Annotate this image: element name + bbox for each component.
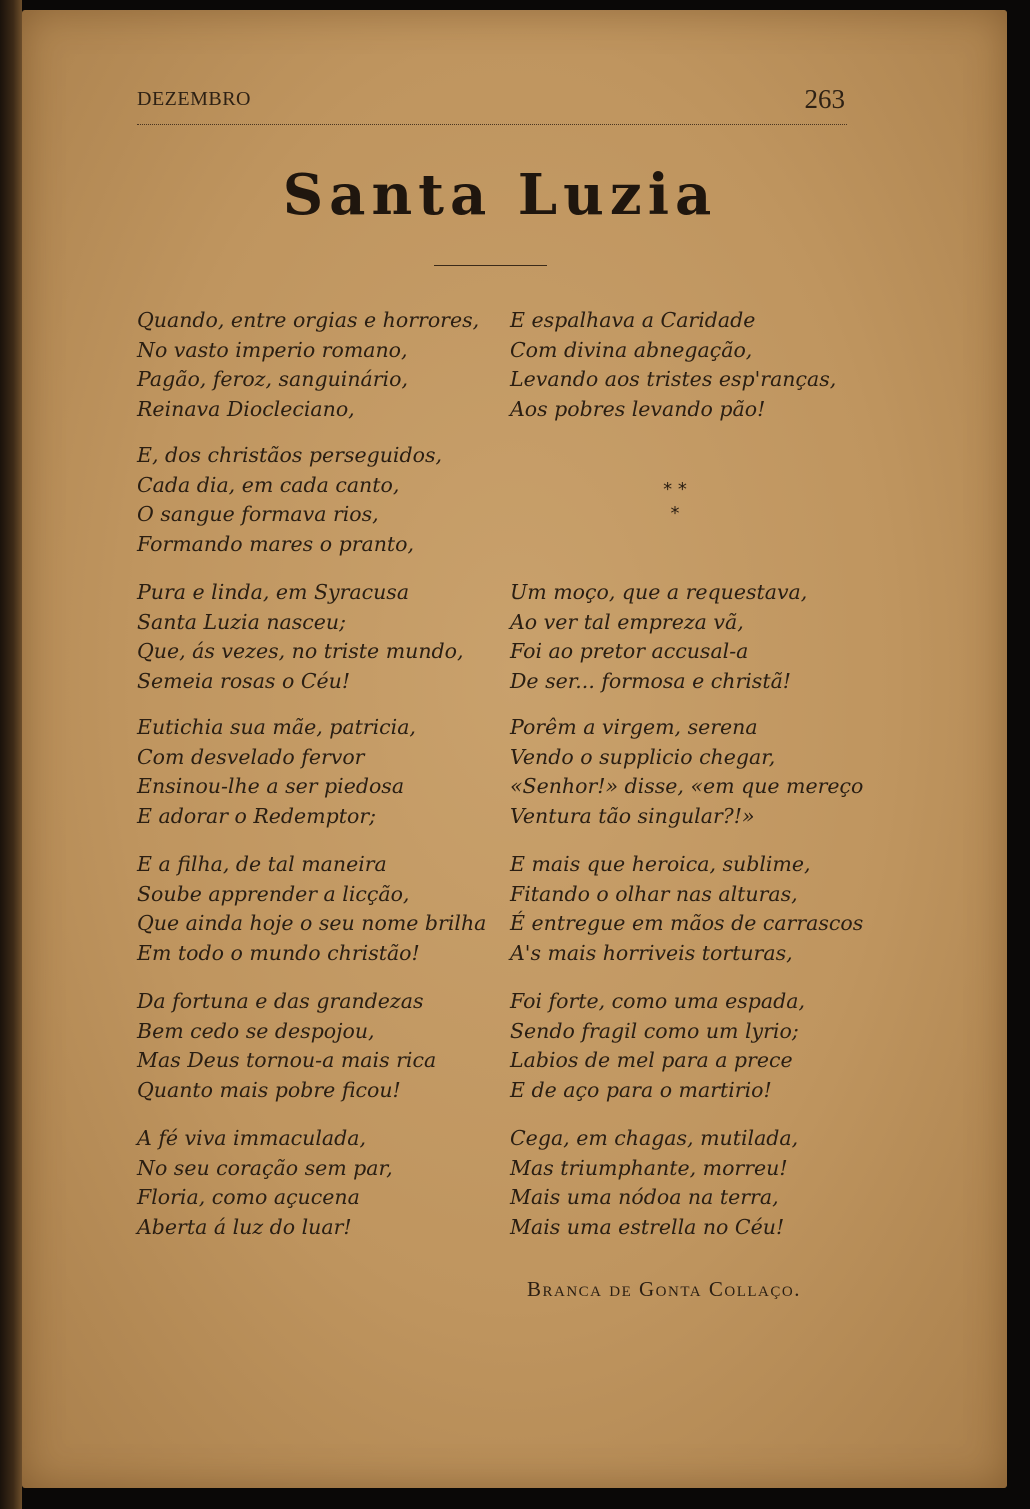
verse-line: Semeia rosas o Céu! xyxy=(137,668,351,693)
verse-line: Em todo o mundo christão! xyxy=(137,940,420,965)
verse-line: Vendo o supplicio chegar, xyxy=(510,744,776,769)
verse-line: De ser... formosa e christã! xyxy=(510,668,792,693)
verse-line: Levando aos tristes esp'ranças, xyxy=(510,367,837,391)
asterism-bottom: * xyxy=(670,503,680,524)
verse-line: Aos pobres levando pão! xyxy=(510,396,766,421)
verse-line: Cega, em chagas, mutilada, xyxy=(510,1126,799,1150)
verse-line: A fé viva immaculada, xyxy=(137,1126,366,1150)
verse-line: E de aço para o martirio! xyxy=(510,1077,772,1102)
verse-line: Foi forte, como uma espada, xyxy=(510,989,806,1013)
author-signature: Branca de Gonta Collaço. xyxy=(527,1277,801,1301)
book-gutter xyxy=(0,0,22,1509)
verse-line: Formando mares o pranto, xyxy=(137,531,415,556)
verse-line: Um moço, que a requestava, xyxy=(510,580,808,604)
verse-line: Ao ver tal empreza vã, xyxy=(510,609,744,634)
verse-line: Foi ao pretor accusal-a xyxy=(510,639,749,663)
stanza-left-2 xyxy=(137,441,442,559)
verse-line: E espalhava a Caridade xyxy=(510,308,756,332)
verse-line: Quanto mais pobre ficou! xyxy=(137,1077,401,1102)
running-head: DEZEMBRO xyxy=(137,88,251,110)
stanza-left-7 xyxy=(137,1124,393,1242)
asterism-top: * * xyxy=(663,479,687,500)
stanza-left-4 xyxy=(137,713,416,831)
verse-line: Com desvelado fervor xyxy=(137,744,365,769)
verse-line: E mais que heroica, sublime, xyxy=(510,852,811,876)
verse-line: E, dos christãos perseguidos, xyxy=(137,443,442,467)
verse-line: E a filha, de tal maneira xyxy=(137,852,387,876)
asterism xyxy=(640,478,710,526)
verse-line: Eutichia sua mãe, patricia, xyxy=(137,715,416,739)
verse-line: Quando, entre orgias e horrores, xyxy=(137,308,480,332)
stanza-right-3 xyxy=(510,713,863,831)
verse-line: Mas Deus tornou-a mais rica xyxy=(137,1048,437,1072)
stanza-right-2 xyxy=(510,578,807,696)
stanza-right-5 xyxy=(510,987,805,1105)
poem-title: Santa Luzia xyxy=(282,162,718,228)
verse-line: Mais uma nódoa na terra, xyxy=(510,1185,779,1209)
verse-line: Que, ás vezes, no triste mundo, xyxy=(137,639,464,663)
verse-line: É entregue em mãos de carrascos xyxy=(510,911,864,935)
stanza-right-1 xyxy=(510,306,836,424)
stanza-right-6 xyxy=(510,1124,798,1242)
verse-line: Com divina abnegação, xyxy=(510,337,753,362)
verse-line: Ventura tão singular?!» xyxy=(510,803,755,828)
verse-line: Da fortuna e das grandezas xyxy=(137,989,424,1013)
verse-line: Pagão, feroz, sanguinário, xyxy=(137,367,408,391)
verse-line: Floria, como açucena xyxy=(137,1185,360,1209)
verse-line: No vasto imperio romano, xyxy=(137,337,408,362)
verse-line: «Senhor!» disse, «em que mereço xyxy=(510,774,864,798)
verse-line: Que ainda hoje o seu nome brilha xyxy=(137,911,487,935)
verse-line: A's mais horriveis torturas, xyxy=(510,940,793,965)
stanza-left-6 xyxy=(137,987,436,1105)
verse-line: Porêm a virgem, serena xyxy=(510,715,758,739)
verse-line: Pura e linda, em Syracusa xyxy=(137,580,410,604)
verse-line: Reinava Diocleciano, xyxy=(137,396,355,421)
verse-line: Aberta á luz do luar! xyxy=(137,1214,352,1239)
verse-line: Fitando o olhar nas alturas, xyxy=(510,881,798,906)
stanza-left-1 xyxy=(137,306,479,424)
stanza-left-5 xyxy=(137,850,486,968)
title-rule xyxy=(434,265,547,266)
verse-line: O sangue formava rios, xyxy=(137,502,379,526)
verse-line: Santa Luzia nasceu; xyxy=(137,609,347,634)
verse-line: Mas triumphante, morreu! xyxy=(510,1155,788,1180)
verse-line: E adorar o Redemptor; xyxy=(137,803,377,828)
page-number: 263 xyxy=(804,84,845,114)
verse-line: Bem cedo se despojou, xyxy=(137,1018,375,1043)
page-header xyxy=(137,84,847,125)
verse-line: Cada dia, em cada canto, xyxy=(137,472,400,497)
verse-line: Mais uma estrella no Céu! xyxy=(510,1214,785,1239)
verse-line: Ensinou-lhe a ser piedosa xyxy=(137,774,405,798)
verse-line: Labios de mel para a prece xyxy=(510,1048,793,1072)
verse-line: No seu coração sem par, xyxy=(137,1155,393,1180)
stanza-left-3 xyxy=(137,578,464,696)
verse-line: Sendo fragil como um lyrio; xyxy=(510,1018,799,1043)
verse-line: Soube apprender a licção, xyxy=(137,881,410,906)
stanza-right-4 xyxy=(510,850,863,968)
